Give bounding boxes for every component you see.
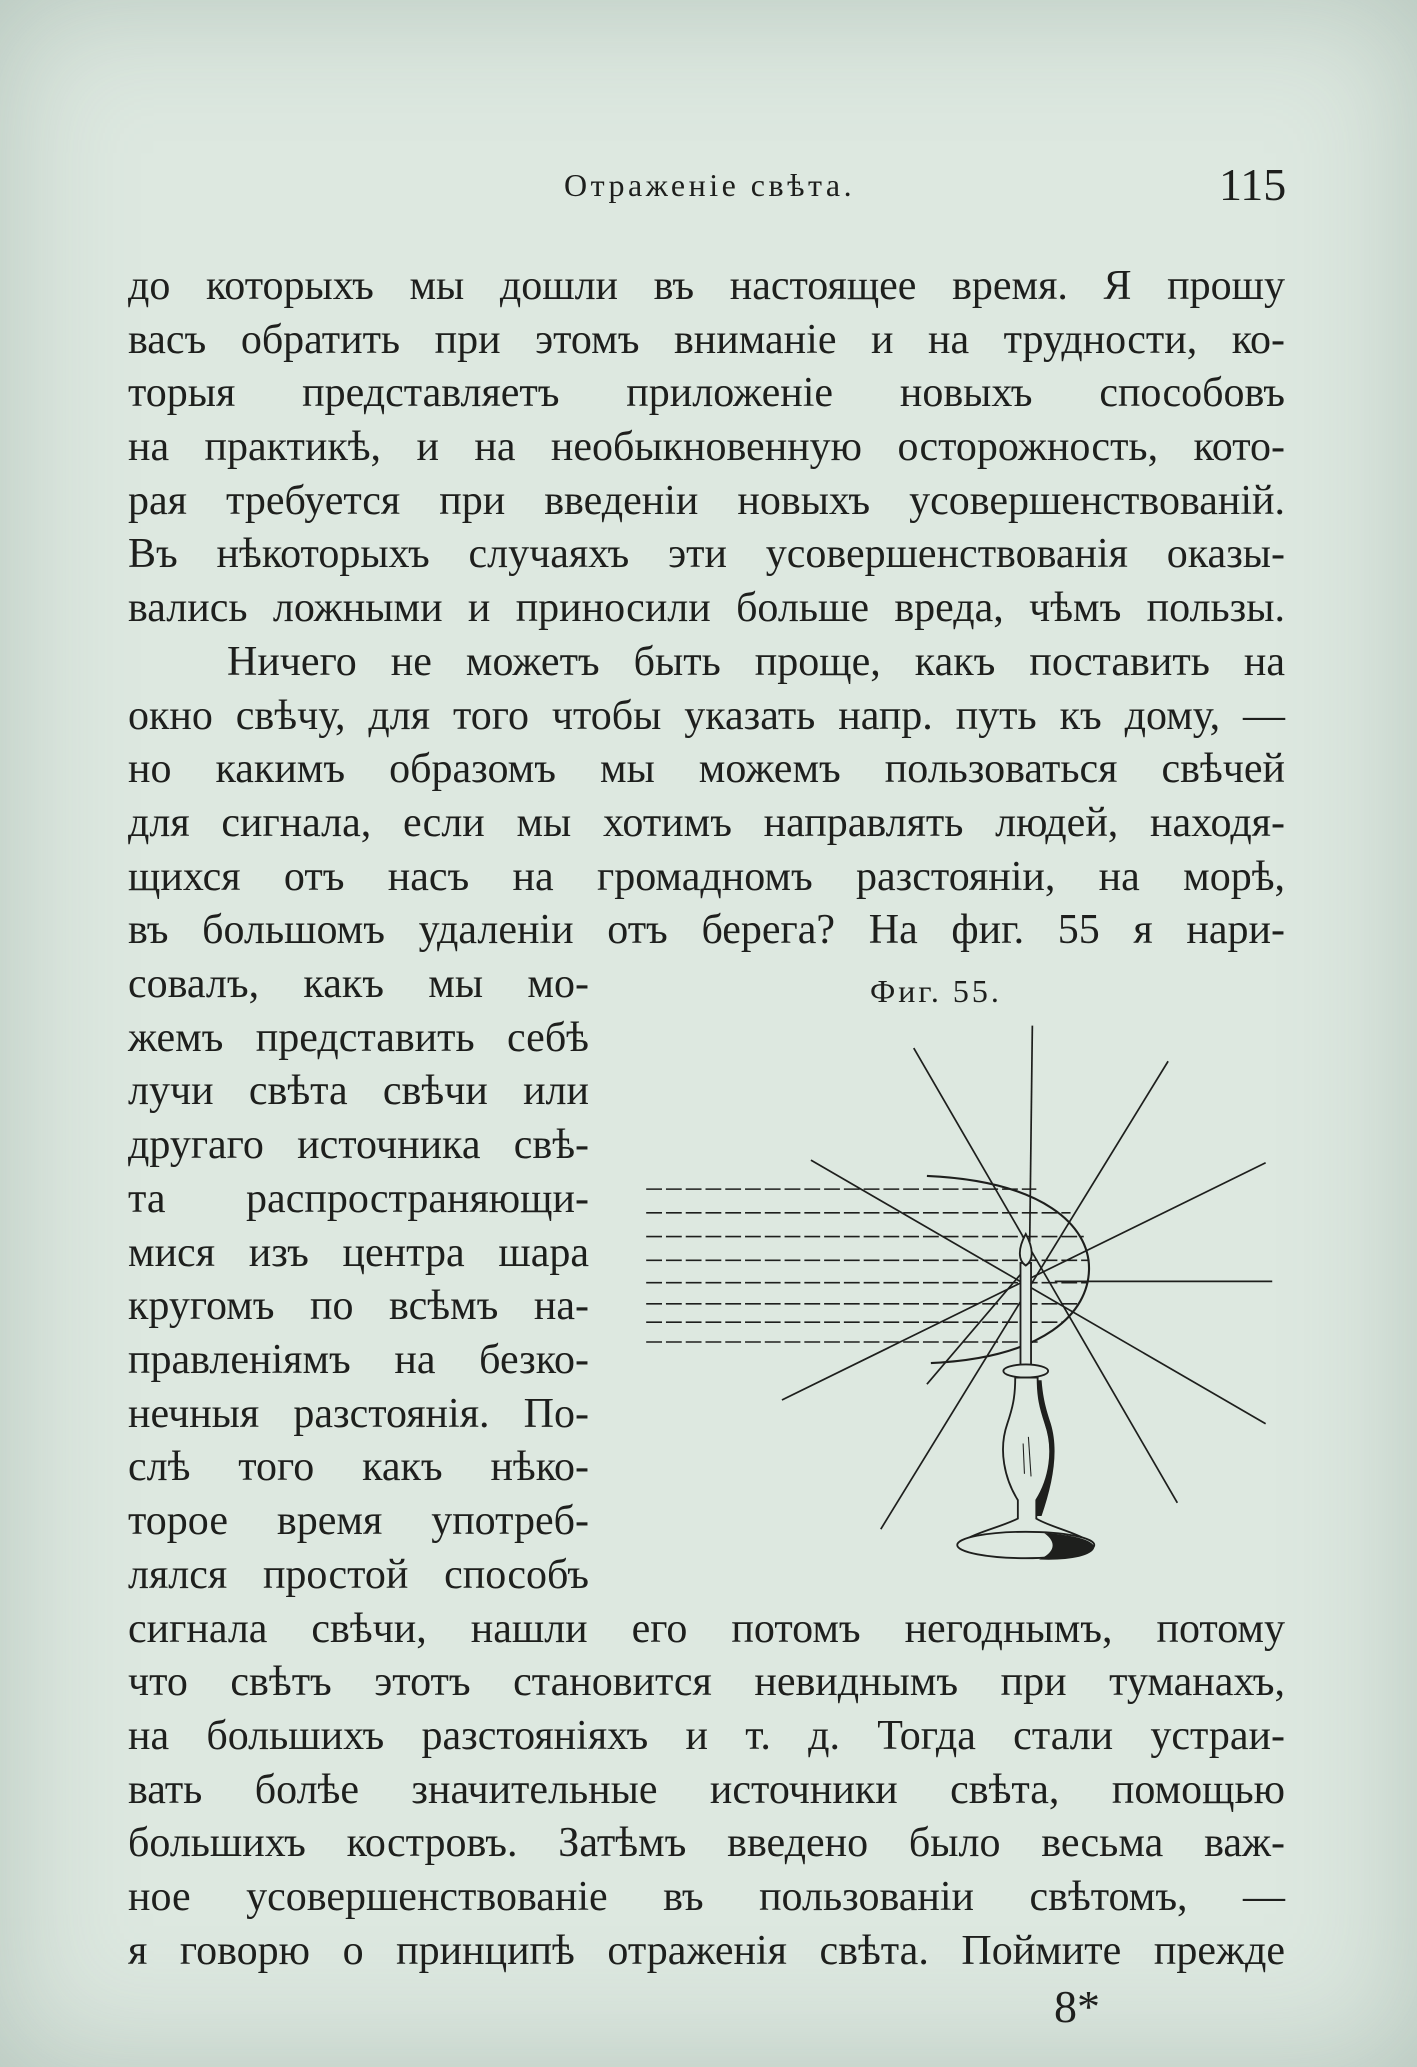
reflector-arc	[927, 1176, 1089, 1363]
text-line: жемъ представить себѣ	[128, 1014, 589, 1061]
page-number: 115	[1219, 159, 1287, 210]
text-line: но какимъ образомъ мы можемъ пользоваться свѣчей	[128, 746, 1285, 793]
text-line: кругомъ по всѣмъ на-	[128, 1283, 589, 1330]
candlestick-body	[965, 1378, 1086, 1540]
text-line: лучи свѣта свѣчи или	[128, 1068, 589, 1115]
text-line: торое время употреб-	[128, 1497, 589, 1544]
text-line: торыя представляетъ приложеніе новыхъ способовъ	[128, 370, 1285, 417]
text-line: на практикѣ, и на необыкновенную осторожность, кото-	[128, 424, 1285, 471]
text-line: рая требуется при введеніи новыхъ усовершенствованій.	[128, 477, 1285, 524]
text-line: для сигнала, если мы хотимъ направлять людей, находя-	[128, 799, 1285, 846]
text-line: васъ обратить при этомъ вниманіе и на трудности, ко-	[128, 316, 1285, 363]
text-line: вать болѣе значительные источники свѣта, помощью	[128, 1766, 1285, 1813]
text-line: лялся простой способъ	[128, 1551, 589, 1598]
paragraph-first-line: Ничего не можетъ быть проще, какъ поставить на	[227, 638, 1285, 685]
text-block-top	[128, 260, 1285, 958]
text-line: щихся отъ насъ на громадномъ разстояніи, на морѣ,	[128, 853, 1285, 900]
figure-caption: Фиг. 55.	[870, 973, 1002, 1009]
text-line: та распространяющи-	[128, 1175, 589, 1222]
text-line: другаго источника свѣ-	[128, 1122, 589, 1169]
text-line: что свѣтъ этотъ становится невиднымъ при туманахъ,	[128, 1659, 1285, 1706]
text-line: сигнала свѣчи, нашли его потомъ негоднымъ, потому	[128, 1605, 1285, 1652]
text-line: Въ нѣкоторыхъ случаяхъ эти усовершенствованія оказы-	[128, 531, 1285, 578]
text-line: мися изъ центра шара	[128, 1229, 589, 1276]
text-line: въ большомъ удаленіи отъ берега? На фиг. 55 я нари-	[128, 907, 1285, 954]
text-line: вались ложными и приносили больше вреда, чѣмъ пользы.	[128, 585, 1285, 632]
text-line: ное усовершенствованіе въ пользованіи свѣтомъ, —	[128, 1873, 1285, 1920]
text-line: до которыхъ мы дошли въ настоящее время. Я прошу	[128, 263, 1285, 309]
text-line: я говорю о принципѣ отраженія свѣта. Поймите прежде	[128, 1927, 1285, 1974]
text-line: окно свѣчу, для того чтобы указать напр. путь къ дому, —	[128, 692, 1285, 739]
running-title: Отраженіе свѣта.	[564, 167, 856, 203]
text-line: на большихъ разстояніяхъ и т. д. Тогда стали устраи-	[128, 1712, 1285, 1759]
signature-mark: 8*	[1054, 1981, 1100, 2032]
candle	[1020, 1263, 1031, 1368]
text-block-bottom	[128, 1603, 1285, 1979]
text-line: нечныя разстоянія. По-	[128, 1390, 589, 1437]
text-line: совалъ, какъ мы мо-	[128, 961, 589, 1008]
text-line: правленіямъ на безко-	[128, 1336, 589, 1383]
candle-cup	[1003, 1364, 1048, 1377]
text-line: слѣ того какъ нѣко-	[128, 1444, 589, 1491]
text-line: большихъ костровъ. Затѣмъ введено было весьма важ-	[128, 1820, 1285, 1867]
light-ray	[1030, 1026, 1033, 1242]
candle-light-rays-illustration	[633, 1015, 1292, 1582]
text-block-beside-figure	[128, 958, 589, 1602]
